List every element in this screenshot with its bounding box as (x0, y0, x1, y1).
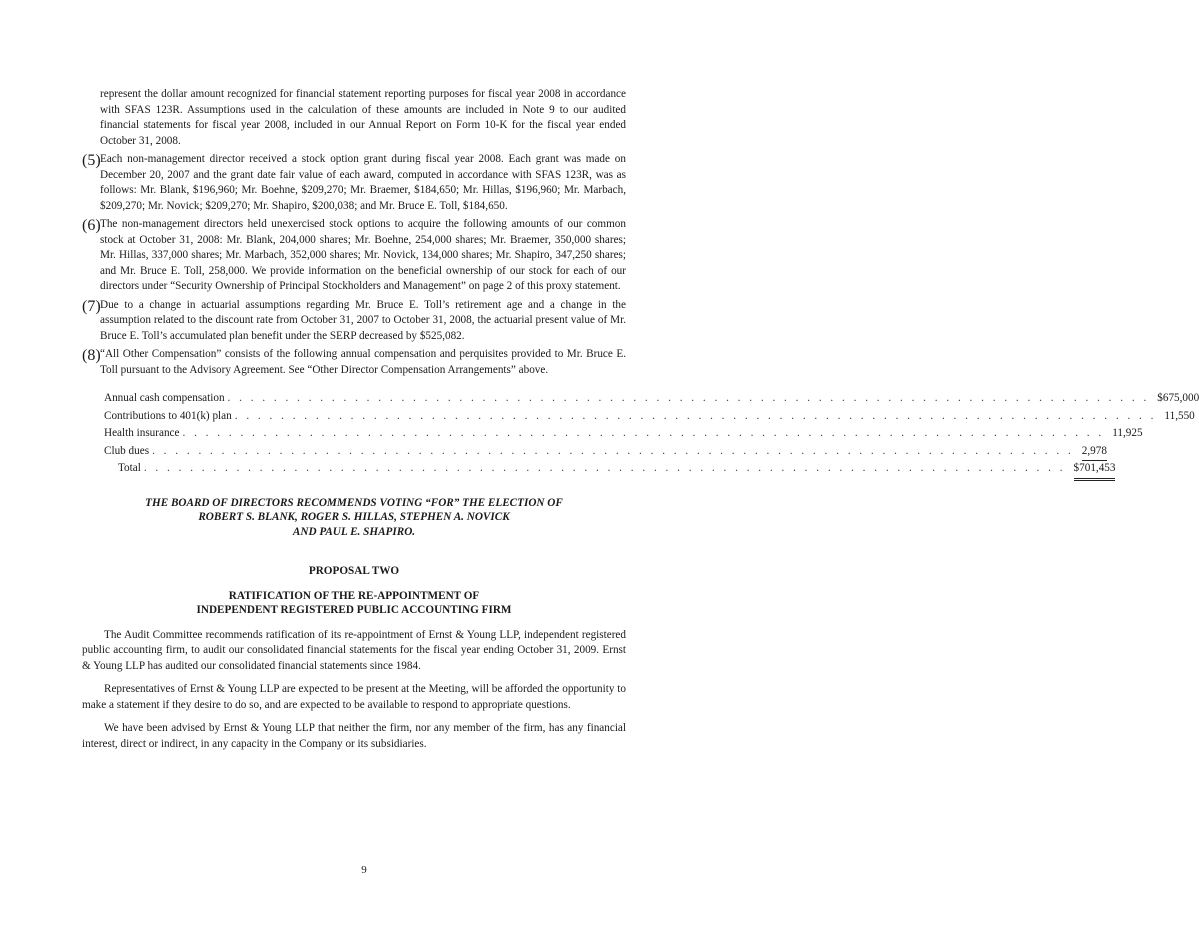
body-paragraph: The Audit Committee recommends ratification of its re-appointment of Ernst & Young LLP, independent registered public accounting firm, to audit our consolidated financial statements for the fiscal year ending October 31, 2009. Ernst & Young LLP has audited our consolidated financial statements since 1984. (82, 628, 626, 672)
footnote-5 (82, 152, 626, 214)
recommendation-line: THE BOARD OF DIRECTORS RECOMMENDS VOTING “FOR” THE ELECTION OF (145, 496, 563, 509)
total-label: Total (118, 462, 141, 474)
proposal-title-line: INDEPENDENT REGISTERED PUBLIC ACCOUNTING FIRM (196, 604, 512, 616)
footnote-text: Due to a change in actuarial assumptions regarding Mr. Bruce E. Toll’s retirement age and a change in the assumption related to the discount rate from October 31, 2007 to October 31, 2008, the actuarial present value of Mr. Bruce E. Toll’s accumulated plan benefit under the SERP decreased by $525,082. (100, 298, 626, 342)
document-page (82, 87, 1199, 752)
row-amount: 2,978 (1082, 443, 1107, 462)
footnote-text: “All Other Compensation” consists of the following annual compensation and perquisites provided to Mr. Bruce E. Toll pursuant to the Advisory Agreement. See “Other Director Compensation Arrangements” above. (100, 348, 626, 376)
proposal-title-line: RATIFICATION OF THE RE-APPOINTMENT OF (228, 589, 480, 602)
dot-leader: . . . . . . . . . . . . . . . . . . . . . . . . . . . . . . . . . . . . . . . . . . . . . . . . . . . . . . . . . . . . . . . . . . . . . . . . . . . . . . . . (234, 409, 1157, 422)
dot-leader: . . . . . . . . . . . . . . . . . . . . . . . . . . . . . . . . . . . . . . . . . . . . . . . . . . . . . . . . . . . . . . . . . . . . . . . . . . . . . . . . (143, 462, 1066, 474)
proposal-title (82, 589, 626, 618)
footnote-8 (82, 347, 626, 378)
footnote-continuation: represent the dollar amount recognized for financial statement reporting purposes for fiscal year 2008 in accordance with SFAS 123R. Assumptions used in the calculation of these amounts are included in Note 9 to our audited financial statements for fiscal year 2008, included in our Annual Report on Form 10-K for the fiscal year ended October 31, 2008. (100, 88, 626, 147)
footnote-number: (5) (82, 152, 101, 169)
footnote-number: (6) (82, 217, 101, 234)
proposal-heading: PROPOSAL TWO (308, 565, 400, 577)
row-label: Annual cash compensation (104, 392, 225, 404)
row-amount: 11,550 (1164, 409, 1195, 422)
table-row (104, 425, 1143, 443)
body-paragraph: Representatives of Ernst & Young LLP are expected to be present at the Meeting, will be afforded the opportunity to make a statement if they desire to do so, and are expected to be available to respond to appropriate questions. (82, 683, 626, 711)
table-total-row (104, 460, 1116, 478)
footnote-number: (8) (82, 347, 101, 364)
body-paragraph: We have been advised by Ernst & Young LLP that neither the firm, nor any member of the firm, has any financial interest, direct or indirect, in any capacity in the Company or its subsidiaries. (82, 722, 626, 750)
total-amount: $701,453 (1074, 460, 1116, 481)
table-row (104, 408, 1195, 426)
footnote-text: The non-management directors held unexercised stock options to acquire the following amounts of our common stock at October 31, 2008: Mr. Blank, 204,000 shares; Mr. Boehne, 254,000 shares; Mr. Braemer, 350,000 shares; Mr. Hillas, 337,000 shares; Mr. Marbach, 352,000 shares; Mr. Novick, 134,000 shares; Mr. Shapiro, 347,250 shares; and Mr. Bruce E. Toll, 258,000. We provide information on the beneficial ownership of our stock for each of our directors under “Security Ownership of Principal Stockholders and Management” on page 2 of this proxy statement. (100, 218, 626, 292)
dot-leader: . . . . . . . . . . . . . . . . . . . . . . . . . . . . . . . . . . . . . . . . . . . . . . . . . . . . . . . . . . . . . . . . . . . . . . . . . . . . . . . . (182, 427, 1105, 439)
row-amount: 11,925 (1112, 427, 1143, 439)
page-number: 9 (361, 864, 367, 876)
table-row (104, 390, 1199, 408)
row-label: Club dues (104, 444, 150, 457)
dot-leader: . . . . . . . . . . . . . . . . . . . . . . . . . . . . . . . . . . . . . . . . . . . . . . . . . . . . . . . . . . . . . . . . . . . . . . . . . . . . . . . . (152, 444, 1074, 457)
footnote-7 (82, 298, 626, 345)
board-recommendation (82, 496, 626, 540)
row-amount: $675,000 (1157, 392, 1199, 404)
row-label: Health insurance (104, 427, 180, 439)
footnote-text: Each non-management director received a stock option grant during fiscal year 2008. Each grant was made on December 20, 2007 and the grant date fair value of each award, computed in accordance with SFAS 123R, was as follows: Mr. Blank, $196,960; Mr. Boehne, $209,270; Mr. Braemer, $184,650; Mr. Hillas, $196,960; Mr. Marbach, $209,270; Mr. Novick; $209,270; Mr. Shapiro, $200,038; and Mr. Bruce E. Toll, $184,650. (100, 153, 626, 212)
compensation-table (104, 390, 1199, 478)
footnote-6 (82, 217, 626, 295)
footnote-number: (7) (82, 297, 101, 315)
recommendation-line: ROBERT S. BLANK, ROGER S. HILLAS, STEPHEN A. NOVICK (198, 511, 510, 523)
recommendation-line: AND PAUL E. SHAPIRO. (292, 525, 416, 538)
table-row (104, 443, 1107, 461)
row-label: Contributions to 401(k) plan (104, 409, 232, 422)
dot-leader: . . . . . . . . . . . . . . . . . . . . . . . . . . . . . . . . . . . . . . . . . . . . . . . . . . . . . . . . . . . . . . . . . . . . . . . . . . . . . . . . (227, 392, 1150, 404)
